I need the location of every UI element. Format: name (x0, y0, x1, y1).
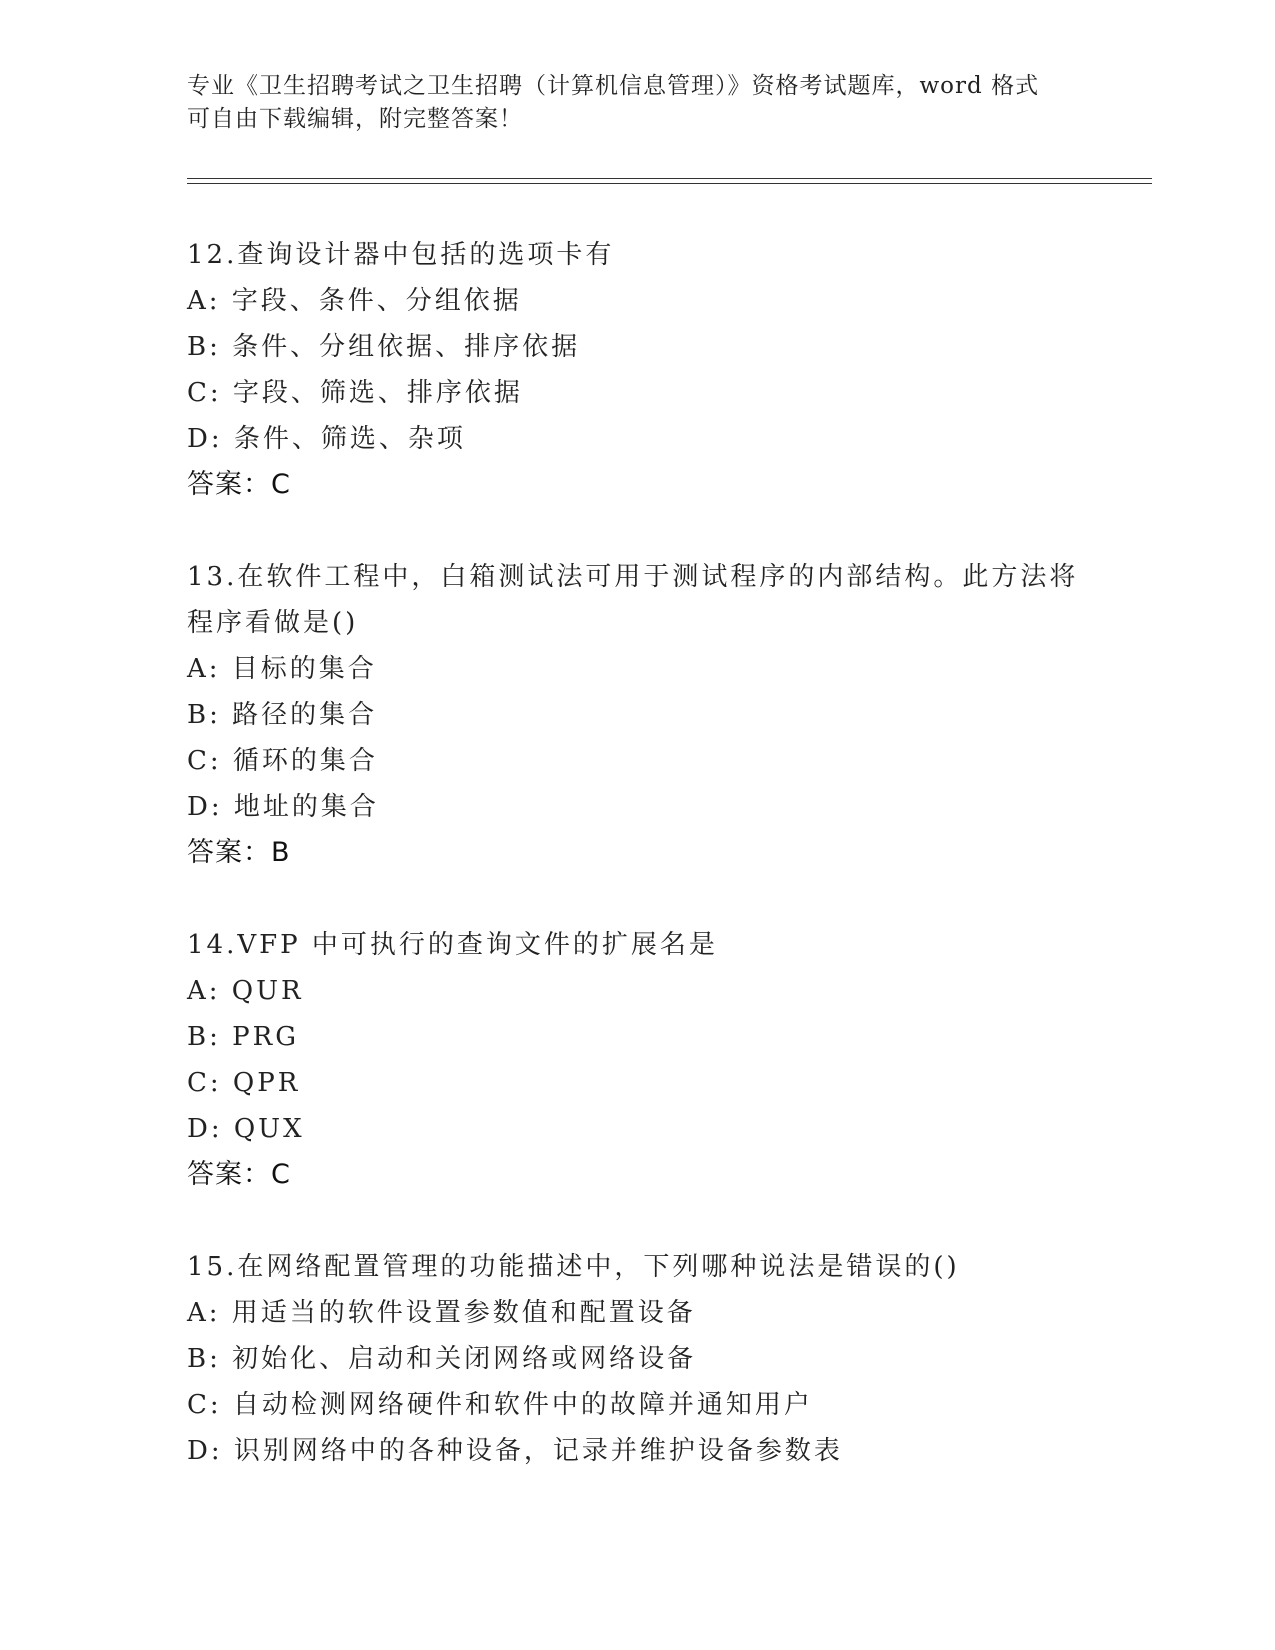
question-stem-line: 15.在网络配置管理的功能描述中，下列哪种说法是错误的() (187, 1252, 960, 1282)
question-13 (187, 554, 1087, 876)
option-b: B: 路径的集合 (187, 700, 378, 730)
question-stem-line: 14.VFP 中可执行的查询文件的扩展名是 (187, 930, 718, 960)
option-a: A: 字段、条件、分组依据 (187, 286, 522, 316)
answer-line: 答案：B (187, 837, 291, 868)
option-c: C: 自动检测网络硬件和软件中的故障并通知用户 (187, 1390, 813, 1420)
question-stem (187, 1244, 1087, 1290)
header-divider-bottom (187, 183, 1152, 184)
option-a: A: 用适当的软件设置参数值和配置设备 (187, 1298, 696, 1328)
question-stem-line: 12.查询设计器中包括的选项卡有 (187, 240, 615, 270)
question-12 (187, 232, 1087, 508)
option-c: C: 字段、筛选、排序依据 (187, 378, 523, 408)
option-c: C: QPR (187, 1068, 301, 1098)
question-list (187, 232, 1087, 1520)
option-c: C: 循环的集合 (187, 746, 378, 776)
option-b: B: 条件、分组依据、排序依据 (187, 332, 581, 362)
question-stem-line: 13.在软件工程中，白箱测试法可用于测试程序的内部结构。此方法将 (187, 562, 1079, 592)
answer-line: 答案：C (187, 469, 291, 500)
answer-line: 答案：C (187, 1159, 291, 1190)
question-stem (187, 554, 1087, 646)
option-d: D: QUX (187, 1114, 305, 1144)
option-b: B: 初始化、启动和关闭网络或网络设备 (187, 1344, 697, 1374)
header-divider-top (187, 178, 1152, 179)
question-stem (187, 922, 1087, 968)
question-stem-line: 程序看做是() (187, 608, 359, 638)
option-d: D: 条件、筛选、杂项 (187, 424, 466, 454)
option-d: D: 识别网络中的各种设备，记录并维护设备参数表 (187, 1436, 843, 1466)
option-a: A: 目标的集合 (187, 654, 377, 684)
option-b: B: PRG (187, 1022, 299, 1052)
document-header (187, 70, 1087, 136)
question-14 (187, 922, 1087, 1198)
question-15 (187, 1244, 1087, 1474)
header-line-1: 专业《卫生招聘考试之卫生招聘（计算机信息管理）》资格考试题库，word 格式 (187, 73, 1040, 99)
question-stem (187, 232, 1087, 278)
option-a: A: QUR (187, 976, 304, 1006)
header-line-2: 可自由下载编辑，附完整答案！ (187, 106, 523, 132)
option-d: D: 地址的集合 (187, 792, 379, 822)
